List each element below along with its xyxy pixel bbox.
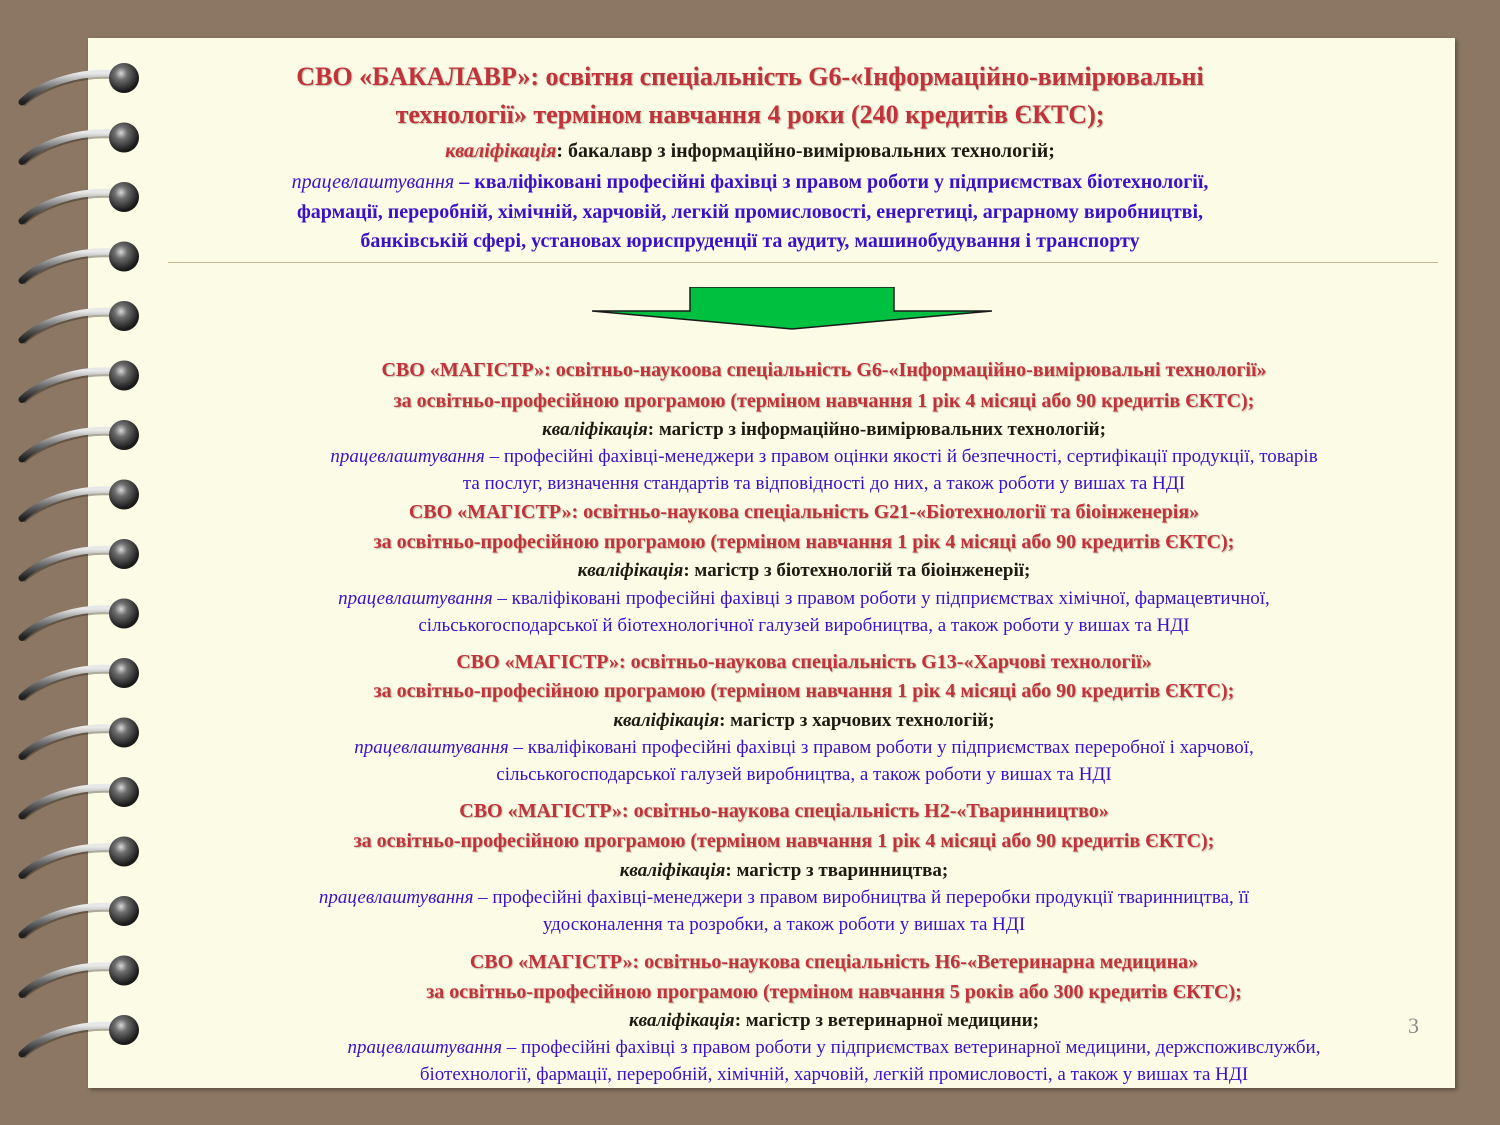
qualification-label: кваліфікація — [445, 140, 557, 162]
bachelor-qualification — [0, 141, 1500, 161]
employment-text: – кваліфіковані професійні фахівці з правом роботи у підприємствах переробної і харчової, — [508, 737, 1254, 758]
employment-label: працевлаштування — [338, 588, 493, 609]
qualification-text: : магістр з тваринництва; — [725, 860, 949, 881]
master-h2-employment-line-2: удосконалення та розробки, а також роботи у вишах та НДІ — [542, 914, 1026, 935]
qualification-label: кваліфікація — [613, 710, 720, 731]
employment-label: працевлаштування — [291, 171, 455, 193]
qualification-label: кваліфікація — [577, 560, 684, 581]
employment-text: – професійні фахівці з правом роботи у підприємствах ветеринарної медицини, держспоживслужби, — [502, 1037, 1321, 1058]
master-h6-title-line-1: СВО «МАГІСТР»: освітньо-наукова спеціальність Н6-«Ветеринарна медицина» — [469, 951, 1199, 973]
master-g6-qualification — [74, 420, 1500, 439]
qualification-text: : магістр з біотехнологій та біоінженерії; — [683, 560, 1031, 581]
master-h6-employment-line-2: біотехнології, фармації, переробній, хімічній, харчовій, легкій промисловості, а також у вишах та НДІ — [419, 1064, 1249, 1085]
master-g21-title-line-1: СВО «МАГІСТР»: освітньо-наукова спеціальність G21-«Біотехнології та біоінженерія» — [408, 501, 1200, 523]
bachelor-employment-line-2: фармації, переробній, хімічній, харчовій, легкій промисловості, енергетиці, аграрному виробництві, — [296, 201, 1204, 223]
master-h2-title-line-1: СВО «МАГІСТР»: освітньо-наукова спеціальність Н2-«Тваринництво» — [459, 800, 1109, 822]
employment-label: працевлаштування — [318, 887, 474, 908]
qualification-label: кваліфікація — [619, 860, 726, 881]
master-g13-qualification — [54, 711, 1500, 730]
master-h2-title-line-2: за освітньо-професійною програмою (терміном навчання 1 рік 4 місяці або 90 кредитів ЄКТС); — [353, 830, 1215, 852]
master-h6-employment-line-1 — [84, 1038, 1500, 1057]
master-g13-employment-line-1 — [54, 738, 1500, 757]
master-g21-employment-line-2: сільськогосподарської й біотехнологічної галузей виробництва, а також роботи у вишах та НДІ — [418, 615, 1190, 636]
section-divider — [168, 262, 1438, 263]
master-g21-employment-line-1 — [54, 589, 1500, 608]
master-h2-employment-line-1 — [34, 888, 1500, 907]
master-h6-qualification — [84, 1011, 1500, 1030]
master-g6-title-line-1: СВО «МАГІСТР»: освітньо-наукоова спеціальність G6-«Інформаційно-вимірювальні технології» — [381, 359, 1267, 381]
master-h2-qualification — [34, 861, 1500, 880]
qualification-text: : бакалавр з інформаційно-вимірювальних технологій; — [556, 140, 1055, 162]
employment-text: – кваліфіковані професійні фахівці з правом роботи у підприємствах хімічної, фармацевтичної, — [492, 588, 1270, 609]
master-h6-title-line-2: за освітньо-професійною програмою (терміном навчання 5 років або 300 кредитів ЄКТС); — [426, 981, 1242, 1003]
qualification-label: кваліфікація — [629, 1010, 735, 1031]
qualification-text: : магістр з інформаційно-вимірювальних технологій; — [647, 419, 1106, 440]
down-arrow-icon — [590, 287, 994, 331]
employment-label: працевлаштування — [330, 446, 485, 467]
qualification-label: кваліфікація — [542, 419, 648, 440]
master-g6-employment-line-1 — [74, 447, 1500, 466]
employment-label: працевлаштування — [354, 737, 509, 758]
bachelor-title-line-1: СВО «БАКАЛАВР»: освітня спеціальність G6-«Інформаційно-вимірювальні — [296, 62, 1204, 91]
master-g21-title-line-2: за освітньо-професійною програмою (терміном навчання 1 рік 4 місяці або 90 кредитів ЄКТС); — [373, 531, 1235, 553]
employment-text: – кваліфіковані професійні фахівці з правом роботи у підприємствах біотехнології, — [454, 171, 1209, 193]
master-g6-title-line-2: за освітньо-професійною програмою (терміном навчання 1 рік 4 місяці або 90 кредитів ЄКТС); — [393, 390, 1255, 412]
bachelor-title-line-2: технології» терміном навчання 4 роки (240 кредитів ЄКТС); — [395, 100, 1105, 129]
qualification-text: : магістр з харчових технологій; — [719, 710, 995, 731]
master-g6-employment-line-2: та послуг, визначення стандартів та відповідності до них, а також роботи у вишах та НДІ — [462, 473, 1186, 494]
employment-label: працевлаштування — [347, 1037, 503, 1058]
page-number: 3 — [1408, 1013, 1419, 1038]
master-g13-title-line-1: СВО «МАГІСТР»: освітньо-наукова спеціальність G13-«Харчові технології» — [456, 651, 1152, 673]
master-g21-qualification — [54, 561, 1500, 580]
employment-text: – професійні фахівці-менеджери з правом оцінки якості й безпечності, сертифікації продукції, товарів — [484, 446, 1318, 467]
master-g13-title-line-2: за освітньо-професійною програмою (терміном навчання 1 рік 4 місяці або 90 кредитів ЄКТС); — [373, 680, 1235, 702]
bachelor-employment-line-1 — [0, 172, 1500, 192]
master-g13-employment-line-2: сільськогосподарської галузей виробництва, а також роботи у вишах та НДІ — [496, 764, 1112, 785]
bachelor-employment-line-3: банківській сфері, установах юриспруденції та аудиту, машинобудування і транспорту — [360, 230, 1140, 252]
employment-text: – професійні фахівці-менеджери з правом виробництва й переробки продукції тваринництва, її — [473, 887, 1250, 908]
qualification-text: : магістр з ветеринарної медицини; — [734, 1010, 1039, 1031]
